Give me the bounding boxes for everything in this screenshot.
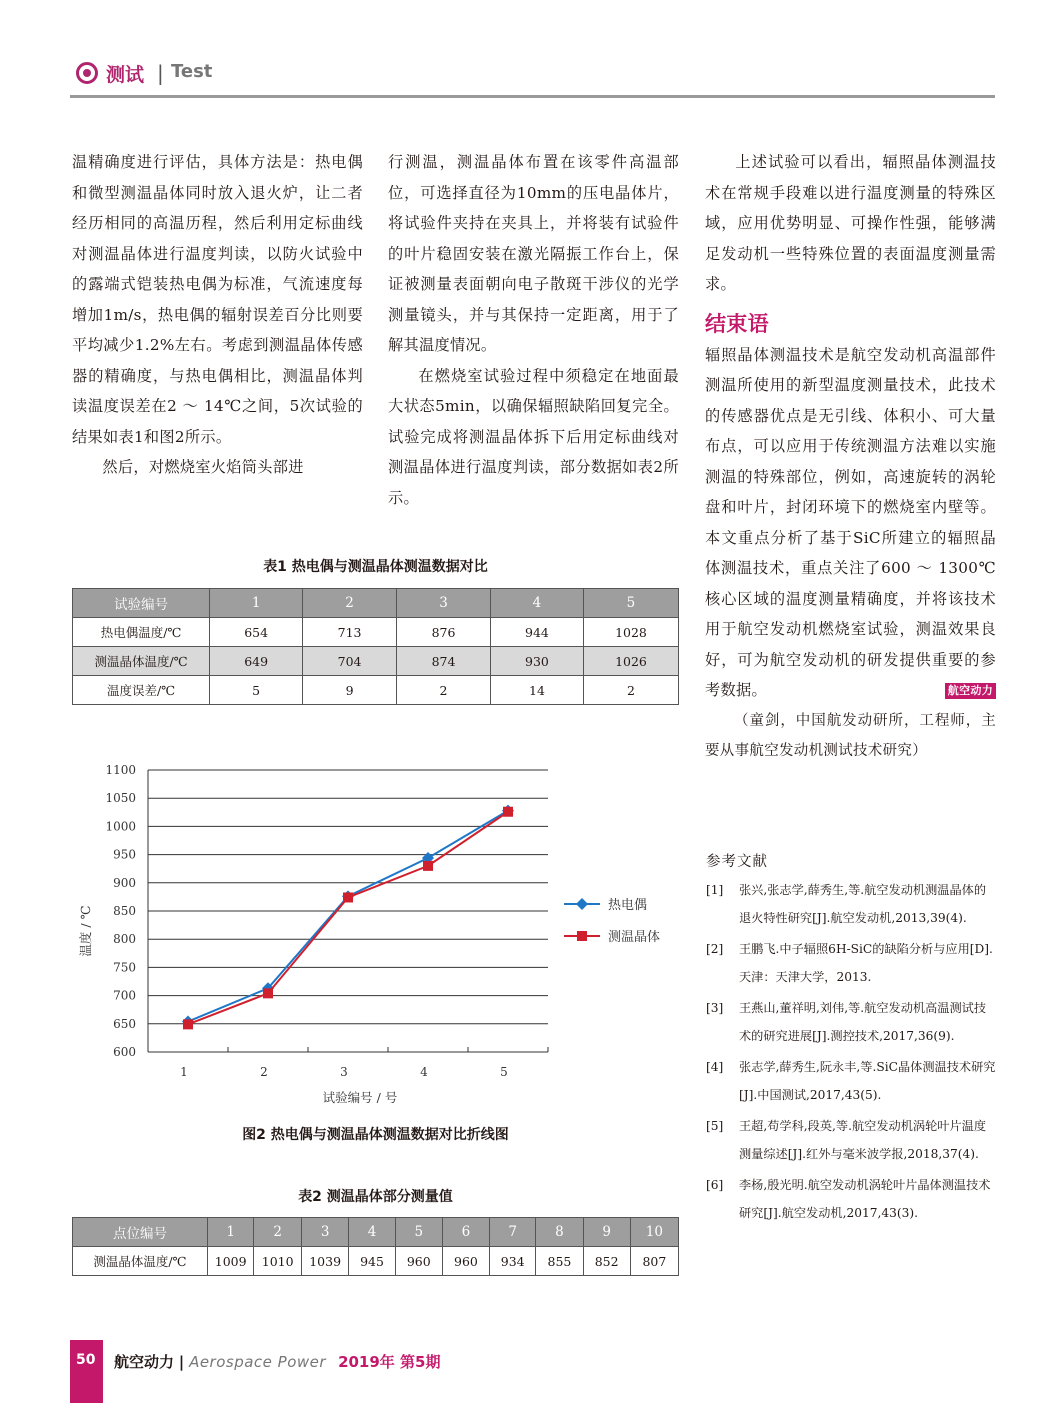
data-point bbox=[263, 988, 273, 998]
table-cell: 热电偶温度/℃ bbox=[73, 618, 210, 647]
conclusion-text: 辐照晶体测温技术是航空发动机高温部件测温所使用的新型温度测量技术，此技术的传感器优点是无引线、体积小、可大量布点，可以应用于传统测温方法难以实施测温的特殊部位，例如，高速旋转的涡轮盘和叶片，封闭环境下的燃烧室内壁等。本文重点分析了基于SiC所建立的辐照晶体测温技术，重点关注了600 ～ 1300℃核心区域的温度测量精确度，并将该技术用于航空发动机燃烧室试验，测温效果良好，可为航空发动机的研发提供重要的参考数据。 bbox=[705, 345, 996, 699]
table-cell: 944 bbox=[490, 618, 583, 647]
table-row bbox=[73, 618, 679, 647]
text-column-3 bbox=[705, 147, 996, 767]
x-tick-label: 2 bbox=[260, 1065, 268, 1079]
table-cell: 7 bbox=[490, 1218, 536, 1247]
reference-text: 张志学,薛秀生,阮永丰,等.SiC晶体测温技术研究[J].中国测试,2017,43(5). bbox=[739, 1060, 996, 1102]
table-cell: 8 bbox=[536, 1218, 583, 1247]
table2-caption: 表2 测温晶体部分测量值 bbox=[298, 1189, 453, 1205]
reference-item bbox=[706, 994, 998, 1050]
table-cell: 3 bbox=[301, 1218, 348, 1247]
reference-item bbox=[706, 876, 998, 932]
x-axis-label: 试验编号 / 号 bbox=[322, 1090, 398, 1105]
reference-text: 王燕山,董祥明,刘伟,等.航空发动机高温测试技术的研究进展[J].测控技术,2017,36(9). bbox=[739, 1001, 987, 1043]
figure2-caption: 图2 热电偶与测温晶体测温数据对比折线图 bbox=[242, 1127, 509, 1143]
table-row bbox=[73, 647, 679, 676]
table-cell: 5 bbox=[583, 589, 678, 618]
table-cell: 960 bbox=[442, 1247, 489, 1276]
table-cell: 654 bbox=[210, 618, 303, 647]
table1 bbox=[72, 588, 679, 705]
section-title-en: Test bbox=[171, 61, 213, 82]
table-cell: 测温晶体温度/℃ bbox=[73, 647, 210, 676]
table-cell: 2 bbox=[397, 676, 491, 705]
table-cell: 5 bbox=[395, 1218, 442, 1247]
references-list bbox=[706, 876, 998, 1230]
page-number-bar bbox=[70, 1340, 103, 1403]
line-chart bbox=[72, 756, 682, 1106]
table-cell: 945 bbox=[349, 1247, 395, 1276]
table-cell: 874 bbox=[397, 647, 491, 676]
table-cell: 876 bbox=[397, 618, 491, 647]
section-separator: | bbox=[157, 61, 164, 85]
header-rule bbox=[70, 95, 995, 98]
y-tick-label: 1100 bbox=[105, 763, 136, 777]
table-cell: 5 bbox=[210, 676, 303, 705]
x-tick-label: 1 bbox=[180, 1065, 188, 1079]
table-cell: 713 bbox=[303, 618, 397, 647]
table2 bbox=[72, 1217, 679, 1276]
y-tick-label: 800 bbox=[113, 932, 136, 947]
reference-item bbox=[706, 1053, 998, 1109]
text-column-2 bbox=[388, 147, 679, 513]
reference-number: [4] bbox=[706, 1060, 724, 1074]
table-cell: 测温晶体温度/℃ bbox=[73, 1247, 208, 1276]
reference-number: [6] bbox=[706, 1178, 724, 1192]
y-tick-label: 750 bbox=[113, 960, 136, 975]
table-cell: 934 bbox=[490, 1247, 536, 1276]
journal-logo-icon bbox=[76, 62, 98, 84]
reference-text: 张兴,张志学,薛秀生,等.航空发动机测温晶体的退火特性研究[J].航空发动机,2013,39(4). bbox=[739, 883, 987, 925]
table-cell: 2 bbox=[303, 589, 397, 618]
data-point bbox=[423, 861, 433, 871]
references-title: 参考文献 bbox=[706, 854, 768, 870]
data-point bbox=[343, 892, 353, 902]
table-cell: 1026 bbox=[583, 647, 678, 676]
text-column-1 bbox=[72, 147, 363, 483]
y-tick-label: 900 bbox=[113, 875, 136, 890]
paragraph: 然后，对燃烧室火焰筒头部进 bbox=[102, 458, 304, 476]
table-row bbox=[73, 589, 679, 618]
y-tick-label: 650 bbox=[113, 1016, 136, 1031]
reference-number: [5] bbox=[706, 1119, 724, 1133]
legend-label: 测温晶体 bbox=[608, 930, 661, 945]
table-cell: 704 bbox=[303, 647, 397, 676]
y-tick-label: 1050 bbox=[105, 791, 136, 806]
table1-caption: 表1 热电偶与测温晶体测温数据对比 bbox=[263, 559, 488, 575]
table-row bbox=[73, 676, 679, 705]
reference-text: 李杨,殷光明.航空发动机涡轮叶片晶体测温技术研究[J].航空发动机,2017,43(3). bbox=[739, 1178, 991, 1220]
table-cell: 9 bbox=[303, 676, 397, 705]
table-cell: 649 bbox=[210, 647, 303, 676]
legend-marker bbox=[576, 898, 588, 910]
data-point bbox=[503, 807, 513, 817]
table-cell: 1010 bbox=[254, 1247, 301, 1276]
table-cell: 10 bbox=[630, 1218, 678, 1247]
table-cell: 9 bbox=[583, 1218, 630, 1247]
y-tick-label: 850 bbox=[113, 904, 136, 918]
paragraph: 在燃烧室试验过程中须稳定在地面最大状态5min，以确保辐照缺陷回复完全。试验完成将测温晶体拆下后用定标曲线对测温晶体进行温度判读，部分数据如表2所示。 bbox=[388, 366, 679, 507]
footer-journal: 航空动力 | Aerospace Power 2019年 第5期 bbox=[114, 1353, 441, 1371]
conclusion-heading: 结束语 bbox=[705, 311, 769, 336]
table-row bbox=[73, 1247, 679, 1276]
x-tick-label: 4 bbox=[420, 1065, 428, 1079]
y-tick-label: 950 bbox=[113, 847, 136, 862]
reference-item bbox=[706, 1171, 998, 1227]
table-cell: 3 bbox=[397, 589, 491, 618]
table-cell: 807 bbox=[630, 1247, 678, 1276]
table-cell: 2 bbox=[583, 676, 678, 705]
reference-item bbox=[706, 935, 998, 991]
table-cell: 930 bbox=[490, 647, 583, 676]
author-note: （童剑，中国航发动研所，工程师，主要从事航空发动机测试技术研究） bbox=[705, 712, 996, 759]
table-cell: 6 bbox=[442, 1218, 489, 1247]
journal-name-cn: 航空动力 bbox=[114, 1353, 175, 1371]
table-cell: 960 bbox=[395, 1247, 442, 1276]
series-line bbox=[188, 812, 508, 1025]
x-tick-label: 5 bbox=[500, 1065, 508, 1079]
issue-label: 2019年 第5期 bbox=[338, 1353, 441, 1371]
table-cell: 1028 bbox=[583, 618, 678, 647]
page-header bbox=[0, 0, 1045, 100]
table-cell: 点位编号 bbox=[73, 1218, 208, 1247]
paragraph: 温精确度进行评估，具体方法是：热电偶和微型测温晶体同时放入退火炉，让二者经历相同的高温历程，然后利用定标曲线对测温晶体进行温度判读，以防火试验中的露端式铠装热电偶为标准，气流速度每增加1m/s，热电偶的辐射误差百分比则要平均减少1.2%左右。考虑到测温晶体传感器的精确度，与热电偶相比，测温晶体判读温度误差在2 ～ 14℃之间，5次试验的结果如表1和图2所示。 bbox=[72, 153, 363, 446]
y-tick-label: 1000 bbox=[105, 819, 136, 834]
table-cell: 14 bbox=[490, 676, 583, 705]
table-row bbox=[73, 1218, 679, 1247]
section-title-cn: 测试 bbox=[106, 64, 145, 86]
page-number: 50 bbox=[76, 1352, 96, 1368]
table-cell: 1009 bbox=[207, 1247, 254, 1276]
table-cell: 2 bbox=[254, 1218, 301, 1247]
table-cell: 852 bbox=[583, 1247, 630, 1276]
reference-text: 王超,苟学科,段英,等.航空发动机涡轮叶片温度测量综述[J].红外与毫米波学报,2018,37(4). bbox=[739, 1119, 987, 1161]
legend-marker bbox=[577, 931, 587, 941]
paragraph: 上述试验可以看出，辐照晶体测温技术在常规手段难以进行温度测量的特殊区域，应用优势明显、可操作性强，能够满足发动机一些特殊位置的表面温度测量需求。 bbox=[705, 153, 996, 293]
reference-number: [3] bbox=[706, 1001, 724, 1015]
table-cell: 1 bbox=[210, 589, 303, 618]
y-tick-label: 700 bbox=[113, 988, 136, 1003]
reference-item bbox=[706, 1112, 998, 1168]
table-cell: 855 bbox=[536, 1247, 583, 1276]
table-cell: 4 bbox=[490, 589, 583, 618]
table-cell: 试验编号 bbox=[73, 589, 210, 618]
paragraph bbox=[705, 340, 996, 706]
x-tick-label: 3 bbox=[340, 1065, 348, 1079]
end-mark-badge: 航空动力 bbox=[945, 683, 996, 699]
reference-number: [1] bbox=[706, 883, 724, 897]
journal-name-en: Aerospace Power bbox=[189, 1353, 327, 1371]
legend-label: 热电偶 bbox=[608, 898, 648, 913]
table-cell: 4 bbox=[349, 1218, 395, 1247]
series-line bbox=[188, 811, 508, 1022]
reference-number: [2] bbox=[706, 942, 724, 956]
table-cell: 1039 bbox=[301, 1247, 348, 1276]
y-tick-label: 600 bbox=[113, 1045, 136, 1059]
table-cell: 1 bbox=[207, 1218, 254, 1247]
y-axis-label: 温度 / ℃ bbox=[78, 905, 93, 957]
reference-text: 王鹏飞.中子辐照6H-SiC的缺陷分析与应用[D].天津：天津大学，2013. bbox=[739, 942, 993, 984]
data-point bbox=[183, 1019, 193, 1029]
table-cell: 温度误差/℃ bbox=[73, 676, 210, 705]
paragraph: 行测温，测温晶体布置在该零件高温部位，可选择直径为10mm的压电晶体片，将试验件夹持在夹具上，并将装有试验件的叶片稳固安装在激光隔振工作台上，保证被测量表面朝向电子散斑干涉仪的光学测量镜头，并与其保持一定距离，用于了解其温度情况。 bbox=[388, 153, 679, 354]
